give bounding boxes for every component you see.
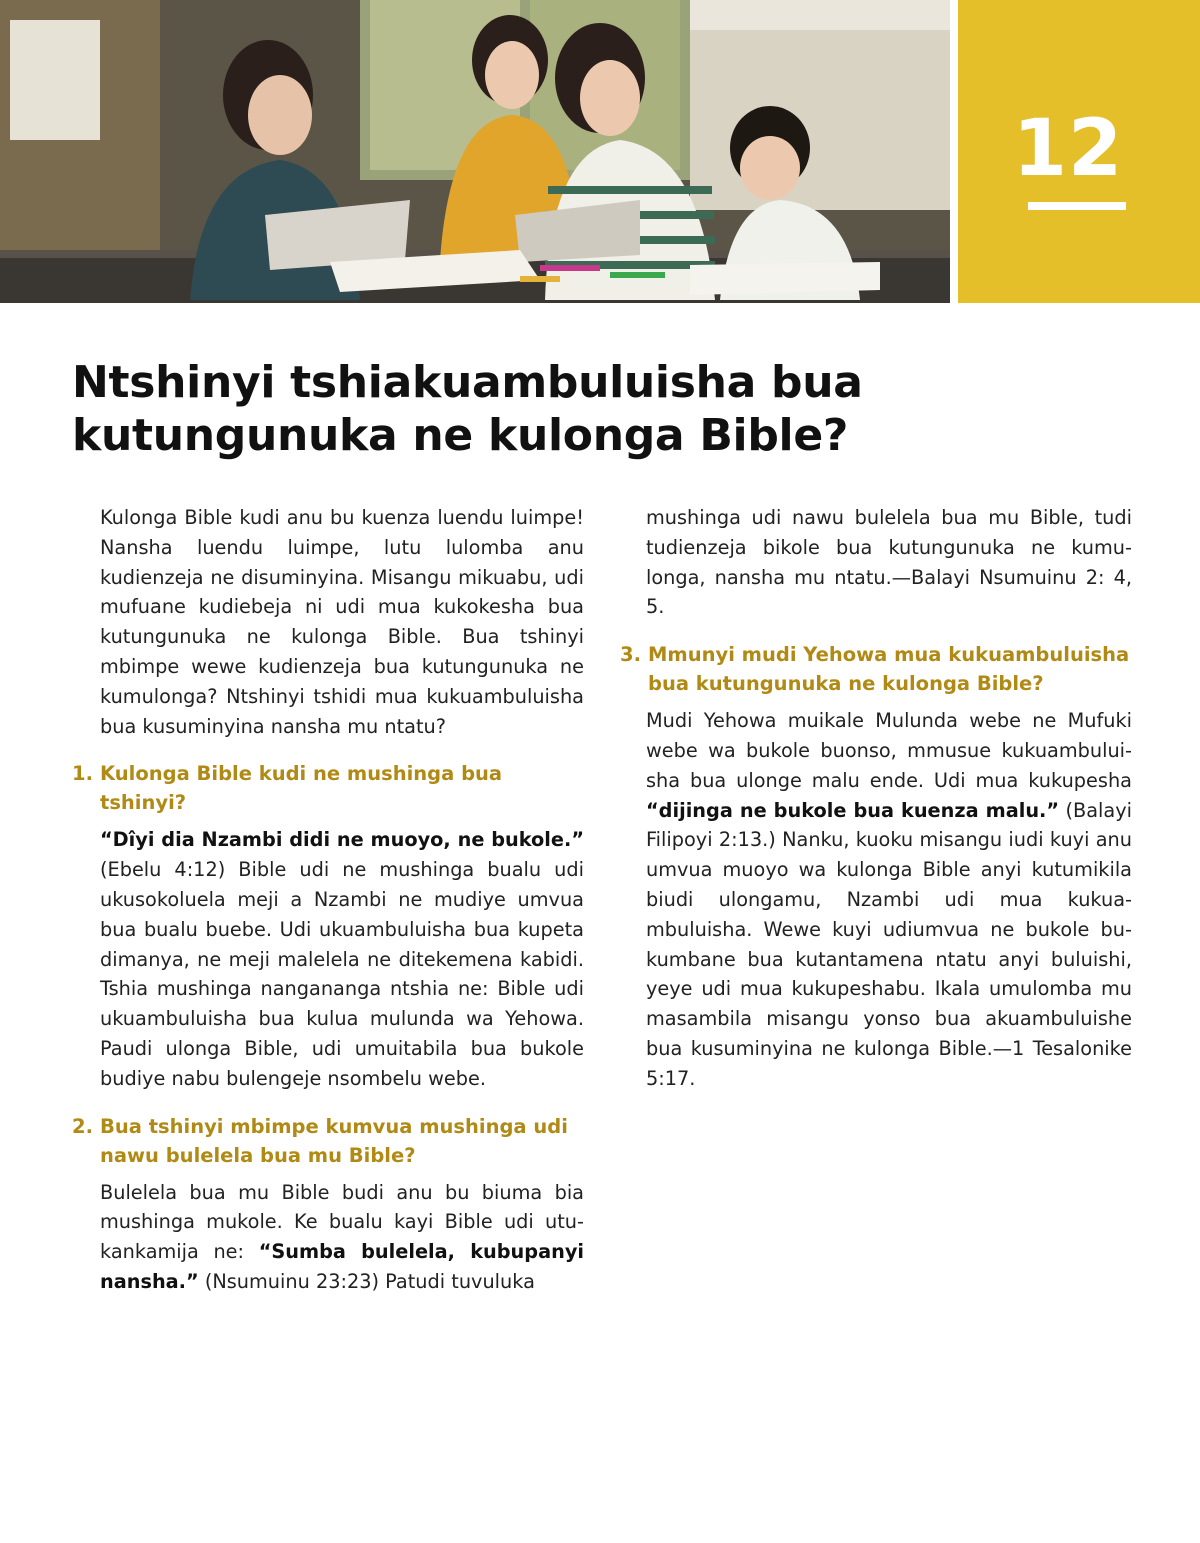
chapter-number: 12	[1012, 104, 1124, 194]
section-number: 2.	[72, 1114, 93, 1138]
section-number: 1.	[72, 762, 93, 786]
title-line-1: Ntshinyi tshiakuambuluisha bua	[72, 357, 863, 408]
title-line-2: kutungunuka ne kulonga Bible?	[72, 410, 849, 461]
section-text: Mudi Yehowa muikale Mulunda webe ne Mufuki webe wa bukole buonso, mmusue kukuambuluisha bua ulonge malu ende. Udi mua kukupesha	[646, 709, 1132, 792]
family-study-illustration	[0, 0, 950, 303]
section-1-paragraph	[100, 825, 584, 1093]
section-question: Mmunyi mudi Yehowa mua kukuambuluisha bua kutungunuka ne kulonga Bible?	[648, 643, 1130, 696]
section-number: 3.	[620, 643, 641, 667]
section-text: Bulelela bua mu Bible budi anu bu biuma bia mushinga mukole. Ke bualu kayi Bible udi utukankamija ne:	[100, 1180, 584, 1264]
section-2-heading	[72, 1112, 584, 1170]
page-title	[72, 356, 972, 462]
section-text: (Nsumuinu 23:23) Patudi tuvuluka	[198, 1269, 535, 1293]
chapter-underline	[1028, 202, 1126, 210]
scripture-quote: “dijinga ne bukole bua kuenza malu.”	[646, 798, 1060, 822]
left-column	[72, 503, 584, 1297]
section-2-continuation: mushinga udi nawu bulelela bua mu Bible, tudi tudienzeja bikole bua kutungunuka ne kumulonga, nansha mu ntatu.—Balayi Nsumuinu 2: 4, 5.	[646, 506, 1132, 619]
section-3-paragraph	[646, 706, 1132, 1093]
section-text: (Balayi Filipoyi 2:13.) Nanku, kuoku misangu iudi kuyi anu umvua muoyo wa kulonga Bible anyi kutumikila biudi ulongamu, Nzambi udi mua kukuambuluisha. Wewe kuyi udiumvua ne bukole bukumbane bua kutantamena ntatu anyi buluishi, yeye udi mua kukupeshabu. Ikala umulomba mu masambila misangu yonso bua akuambuluishe bua kusuminyina ne kulonga Bible.—1 Tesalonike 5:17.	[646, 798, 1132, 1090]
chapter-badge	[958, 0, 1200, 303]
section-question: Kulonga Bible kudi ne mushinga bua tshinyi?	[100, 762, 503, 815]
intro-paragraph: Kulonga Bible kudi anu bu kuenza luendu luimpe! Nansha luendu luimpe, lutu lulomba anu kudienzeja ne disuminyina. Misangu mikuabu, udi mufuane kudiebeja ni udi mua kukokesha bua kutungunuka ne kulonga Bible. Bua tshinyi mbimpe wewe kudienzeja bua kutungunuka ne kumulonga? Ntshinyi tshidi mua kukuambuluisha bua kusuminyina nansha mu ntatu?	[100, 506, 584, 738]
scripture-quote: “Dîyi dia Nzambi didi ne muoyo, ne bukole.”	[100, 828, 584, 852]
section-1-heading	[72, 759, 584, 817]
right-column	[620, 503, 1132, 1094]
section-2-paragraph	[100, 1178, 584, 1297]
section-question: Bua tshinyi mbimpe kumvua mushinga udi nawu bulelela bua mu Bible?	[100, 1114, 568, 1167]
hero-photo	[0, 0, 950, 303]
section-3-heading	[620, 640, 1132, 698]
scripture-quote: “Sumba bulelela, kubupanyi nansha.”	[100, 1240, 584, 1293]
section-text: (Ebelu 4:12) Bible udi ne mushinga bualu udi ukusokoluela meji a Nzambi ne mudiye umvua bua bualu buebe. Udi ukuambuluisha bua kupeta dimanya, ne meji malelela ne ditekemena kabidi. Tshia mushinga nangananga ntshia ne: Bible udi ukuambuluisha bua kulua mulunda wa Yehowa. Paudi ulonga Bible, udi umuitabila bua bukole budiye nabu bulengeje nsombelu webe.	[100, 858, 584, 1090]
